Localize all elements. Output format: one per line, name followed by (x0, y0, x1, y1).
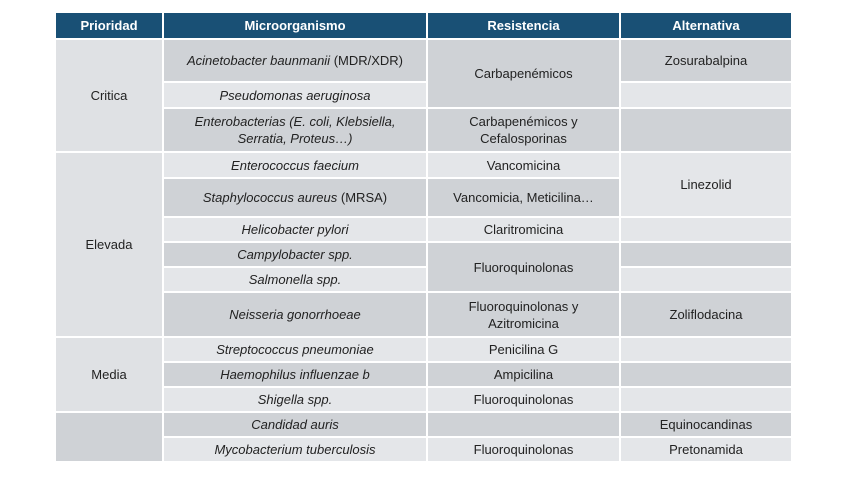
microorganism-cell: Mycobacterium tuberculosis (163, 437, 427, 462)
resistance-cell: Carbapenémicos y Cefalosporinas (427, 108, 620, 152)
header-alternative: Alternativa (620, 13, 792, 39)
alternative-cell (620, 242, 792, 267)
microorganism-cell: Staphylococcus aureus (MRSA) (163, 178, 427, 217)
priority-elevada: Elevada (56, 152, 163, 337)
resistance-cell: Fluoroquinolonas (427, 437, 620, 462)
priority-empty (56, 412, 163, 462)
microorganism-cell: Enterobacterias (E. coli, Klebsiella, Serratia, Proteus…) (163, 108, 427, 152)
table-row (56, 292, 792, 337)
table-row (56, 108, 792, 152)
header-resistance: Resistencia (427, 13, 620, 39)
header-microorganism: Microorganismo (163, 13, 427, 39)
resistance-cell: Vancomicia, Meticilina… (427, 178, 620, 217)
alternative-cell (620, 82, 792, 108)
table-row (56, 387, 792, 412)
priority-media: Media (56, 337, 163, 412)
resistance-cell: Fluoroquinolonas (427, 387, 620, 412)
microorganism-cell: Streptococcus pneumoniae (163, 337, 427, 362)
microorganism-cell: Candidad auris (163, 412, 427, 437)
resistance-cell: Penicilina G (427, 337, 620, 362)
header-row (56, 13, 792, 39)
alternative-cell (620, 387, 792, 412)
table-row (56, 152, 792, 178)
resistance-cell: Ampicilina (427, 362, 620, 387)
table-row (56, 39, 792, 82)
alternative-cell: Zoliflodacina (620, 292, 792, 337)
table-row (56, 267, 792, 292)
microorganism-cell: Acinetobacter baunmanii (MDR/XDR) (163, 39, 427, 82)
resistance-cell: Claritromicina (427, 217, 620, 242)
alternative-cell (620, 108, 792, 152)
alternative-cell: Zosurabalpina (620, 39, 792, 82)
alternative-cell: Equinocandinas (620, 412, 792, 437)
resistance-cell: Vancomicina (427, 152, 620, 178)
table-row (56, 242, 792, 267)
table-row (56, 217, 792, 242)
alternative-cell (620, 362, 792, 387)
table-row (56, 362, 792, 387)
alternative-cell: Pretonamida (620, 437, 792, 462)
microorganism-cell: Salmonella spp. (163, 267, 427, 292)
priority-critica: Critica (56, 39, 163, 152)
resistance-table (56, 13, 793, 463)
microorganism-cell: Campylobacter spp. (163, 242, 427, 267)
alternative-cell (620, 267, 792, 292)
table-row (56, 337, 792, 362)
resistance-cell: Carbapenémicos (427, 39, 620, 108)
microorganism-cell: Enterococcus faecium (163, 152, 427, 178)
table-row (56, 412, 792, 437)
alternative-cell: Linezolid (620, 152, 792, 217)
table-row (56, 437, 792, 462)
resistance-cell: Fluoroquinolonas (427, 242, 620, 292)
resistance-cell: Fluoroquinolonas y Azitromicina (427, 292, 620, 337)
alternative-cell (620, 337, 792, 362)
resistance-cell (427, 412, 620, 437)
microorganism-cell: Helicobacter pylori (163, 217, 427, 242)
alternative-cell (620, 217, 792, 242)
table-row (56, 82, 792, 108)
microorganism-cell: Pseudomonas aeruginosa (163, 82, 427, 108)
microorganism-cell: Haemophilus influenzae b (163, 362, 427, 387)
microorganism-cell: Shigella spp. (163, 387, 427, 412)
header-priority: Prioridad (56, 13, 163, 39)
microorganism-cell: Neisseria gonorrhoeae (163, 292, 427, 337)
